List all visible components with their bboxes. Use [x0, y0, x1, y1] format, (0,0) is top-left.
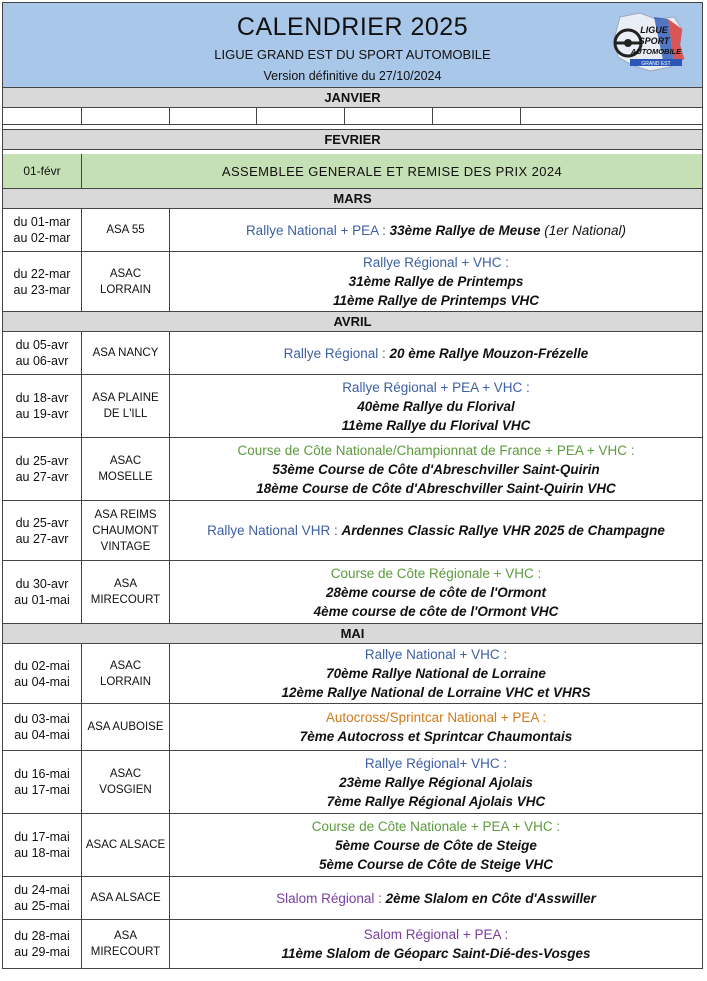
date-start: du 22-mar — [13, 266, 71, 281]
organizer-line: ASA AUBOISE — [87, 721, 164, 733]
organizer — [82, 751, 170, 813]
date-end: au 01-mai — [14, 593, 70, 607]
event-name: 2ème Slalom en Côte d'Asswiller — [385, 890, 596, 906]
organizer-line: DE L'ILL — [103, 408, 148, 420]
event-row — [3, 877, 702, 920]
event-name: 33ème Rallye de Meuse — [389, 222, 541, 238]
organizer-line: VINTAGE — [100, 540, 151, 553]
date-start: du 24-mai — [14, 883, 70, 897]
event-dates — [3, 375, 82, 437]
organizer — [82, 332, 170, 374]
organizer — [82, 252, 170, 311]
event-name: 11ème Slalom de Géoparc Saint-Dié-des-Vosges — [281, 946, 591, 961]
organizer-line: ASA NANCY — [92, 347, 159, 359]
event-name: 28ème course de côte de l'Ormont — [325, 584, 547, 600]
event-category: Rallye National + PEA : — [245, 222, 386, 238]
event-name: 5ème Course de Côte de Steige VHC — [318, 856, 554, 872]
events-mars — [3, 209, 702, 311]
event-category: Course de Côte Régionale + VHC : — [330, 565, 542, 581]
events-mai — [3, 644, 702, 968]
date-end: au 29-mai — [14, 945, 70, 959]
organizer-line: ASA — [113, 930, 137, 942]
organizer-line: ASAC ALSACE — [85, 839, 166, 851]
date-end: au 06-avr — [15, 354, 69, 368]
event-name: 23ème Rallye Régional Ajolais — [339, 774, 533, 790]
event-category: Course de Côte Nationale/Championnat de France + PEA + VHC : — [237, 442, 635, 458]
event-name: Ardennes Classic Rallye VHR 2025 de Champagne — [341, 523, 665, 538]
league-logo — [610, 11, 686, 75]
event-name: 12ème Rallye National de Lorraine VHC et VHRS — [281, 685, 591, 700]
organizer-line: MOSELLE — [98, 471, 153, 483]
date-start: du 01-mar — [13, 215, 71, 229]
organizer — [82, 920, 170, 968]
event-row — [3, 814, 702, 877]
calendar-header — [3, 3, 702, 88]
event-row — [3, 252, 702, 311]
event-dates — [3, 751, 82, 813]
event-name: 40ème Rallye du Florival — [357, 398, 515, 414]
event-dates — [3, 438, 82, 500]
calendar-sheet — [2, 2, 703, 969]
event-category: Slalom Régional : — [276, 890, 382, 906]
organizer — [82, 209, 170, 251]
organizer-line: VOSGIEN — [99, 784, 152, 796]
date-end: au 04-mai — [14, 728, 70, 742]
event-details — [170, 332, 702, 374]
page-title: CALENDRIER 2025 — [236, 13, 469, 41]
event-category: Salom Régional + PEA : — [363, 927, 509, 942]
event-name: 11ème Rallye du Florival VHC — [341, 417, 531, 433]
date-end: au 27-avr — [15, 470, 69, 484]
organizer-line: CHAUMONT — [92, 524, 159, 537]
date-start: du 05-avr — [15, 338, 69, 352]
event-row — [3, 375, 702, 438]
organizer-line: ASA PLAINE — [92, 392, 159, 404]
event-row — [3, 209, 702, 252]
event-category: Rallye National VHR : — [207, 523, 338, 538]
event-details — [170, 704, 702, 750]
event-dates — [3, 501, 82, 560]
organizer — [82, 644, 170, 703]
organizer-line: ASA — [113, 578, 137, 590]
event-category: Rallye Régional + VHC : — [363, 255, 509, 270]
date-start: du 03-mai — [14, 712, 70, 726]
event-name: 11ème Rallye de Printemps VHC — [332, 293, 540, 308]
events-avril — [3, 332, 702, 623]
event-category: Course de Côte Nationale + PEA + VHC : — [311, 818, 561, 834]
event-note: (1er National) — [544, 222, 627, 238]
month-header-avril: AVRIL — [3, 311, 702, 332]
event-row — [3, 501, 702, 561]
event-category: Rallye Régional + PEA + VHC : — [342, 379, 530, 395]
organizer-line: MIRECOURT — [90, 594, 161, 606]
event-row — [3, 704, 702, 751]
organizer — [82, 375, 170, 437]
event-details — [170, 644, 702, 703]
logo-text-ligue: LIGUE — [640, 25, 668, 35]
event-details — [170, 814, 702, 876]
event-name: 31ème Rallye de Printemps — [348, 274, 524, 289]
event-title: ASSEMBLEE GENERALE ET REMISE DES PRIX 2024 — [221, 163, 563, 179]
date-end: au 19-avr — [15, 407, 69, 421]
page-subtitle: LIGUE GRAND EST DU SPORT AUTOMOBILE — [214, 47, 491, 62]
event-dates — [3, 209, 82, 251]
event-dates — [3, 877, 82, 919]
organizer — [82, 561, 170, 623]
organizer-line: ASA 55 — [106, 224, 145, 236]
event-category: Rallye Régional : — [283, 345, 386, 361]
event-row — [3, 920, 702, 968]
event-dates — [3, 704, 82, 750]
date-start: du 25-avr — [15, 454, 69, 468]
date-end: au 02-mar — [13, 231, 71, 245]
organizer-line: LORRAIN — [99, 283, 152, 296]
event-row — [3, 332, 702, 375]
month-header-fevrier: FEVRIER — [3, 129, 702, 150]
empty-row — [3, 108, 702, 125]
event-details — [170, 252, 702, 311]
date-end: au 18-mai — [14, 846, 70, 860]
date-end: au 27-avr — [15, 531, 69, 546]
event-name: 18ème Course de Côte d'Abreschviller Saint-Quirin VHC — [256, 480, 616, 496]
event-details — [170, 209, 702, 251]
date-end: au 23-mar — [13, 282, 71, 297]
event-dates — [3, 252, 82, 311]
date-end: au 25-mai — [14, 899, 70, 913]
date-start: du 30-avr — [15, 577, 69, 591]
event-details — [170, 877, 702, 919]
event-name: 7ème Autocross et Sprintcar Chaumontais — [299, 729, 573, 744]
event-details — [170, 561, 702, 623]
event-dates — [3, 644, 82, 703]
event-name: 7ème Rallye Régional Ajolais VHC — [326, 793, 546, 809]
event-dates — [3, 920, 82, 968]
month-header-mai: MAI — [3, 623, 702, 644]
organizer — [82, 814, 170, 876]
organizer-line: ASA ALSACE — [90, 892, 161, 904]
event-row — [3, 644, 702, 704]
organizer-line: ASAC — [109, 267, 142, 280]
event-dates — [3, 332, 82, 374]
organizer — [82, 438, 170, 500]
version-text: Version définitive du 27/10/2024 — [263, 69, 442, 83]
event-details — [170, 751, 702, 813]
event-name: 5ème Course de Côte de Steige — [335, 837, 537, 853]
event-dates — [3, 561, 82, 623]
date-start: du 18-avr — [15, 391, 69, 405]
event-category: Rallye National + VHC : — [364, 647, 508, 662]
event-name: 70ème Rallye National de Lorraine — [326, 666, 546, 681]
event-name: 53ème Course de Côte d'Abreschviller Saint-Quirin — [272, 461, 600, 477]
event-row — [3, 751, 702, 814]
organizer-line: MIRECOURT — [90, 946, 161, 958]
general-assembly-row — [3, 154, 702, 189]
event-date: 01-févr — [3, 154, 82, 188]
event-dates — [3, 814, 82, 876]
logo-text-automobile: AUTOMOBILE — [630, 47, 682, 56]
date-end: au 17-mai — [14, 783, 70, 797]
event-name: 4ème course de côte de l'Ormont VHC — [313, 603, 559, 619]
organizer-line: ASA REIMS — [94, 508, 157, 521]
organizer-line: LORRAIN — [99, 675, 152, 688]
organizer-line: ASAC — [109, 455, 142, 467]
organizer — [82, 501, 170, 560]
event-details — [170, 438, 702, 500]
organizer — [82, 877, 170, 919]
event-row — [3, 438, 702, 501]
organizer — [82, 704, 170, 750]
organizer-line: ASAC — [109, 768, 142, 780]
event-row — [3, 561, 702, 623]
organizer-line: ASAC — [109, 659, 142, 672]
date-end: au 04-mai — [14, 674, 70, 689]
month-header-janvier: JANVIER — [3, 88, 702, 108]
date-start: du 28-mai — [14, 929, 70, 943]
date-start: du 16-mai — [14, 767, 70, 781]
event-details — [170, 375, 702, 437]
month-header-mars: MARS — [3, 189, 702, 209]
logo-text-sport: SPORT — [638, 36, 670, 46]
event-details — [170, 501, 702, 560]
event-name: 20 ème Rallye Mouzon-Frézelle — [389, 345, 589, 361]
event-category: Rallye Régional+ VHC : — [364, 755, 508, 771]
date-start: du 02-mai — [14, 658, 70, 673]
event-category: Autocross/Sprintcar National + PEA : — [325, 710, 547, 725]
date-start: du 25-avr — [15, 515, 69, 530]
event-details — [170, 920, 702, 968]
date-start: du 17-mai — [14, 830, 70, 844]
logo-text-grand-est: GRAND EST — [641, 61, 671, 67]
